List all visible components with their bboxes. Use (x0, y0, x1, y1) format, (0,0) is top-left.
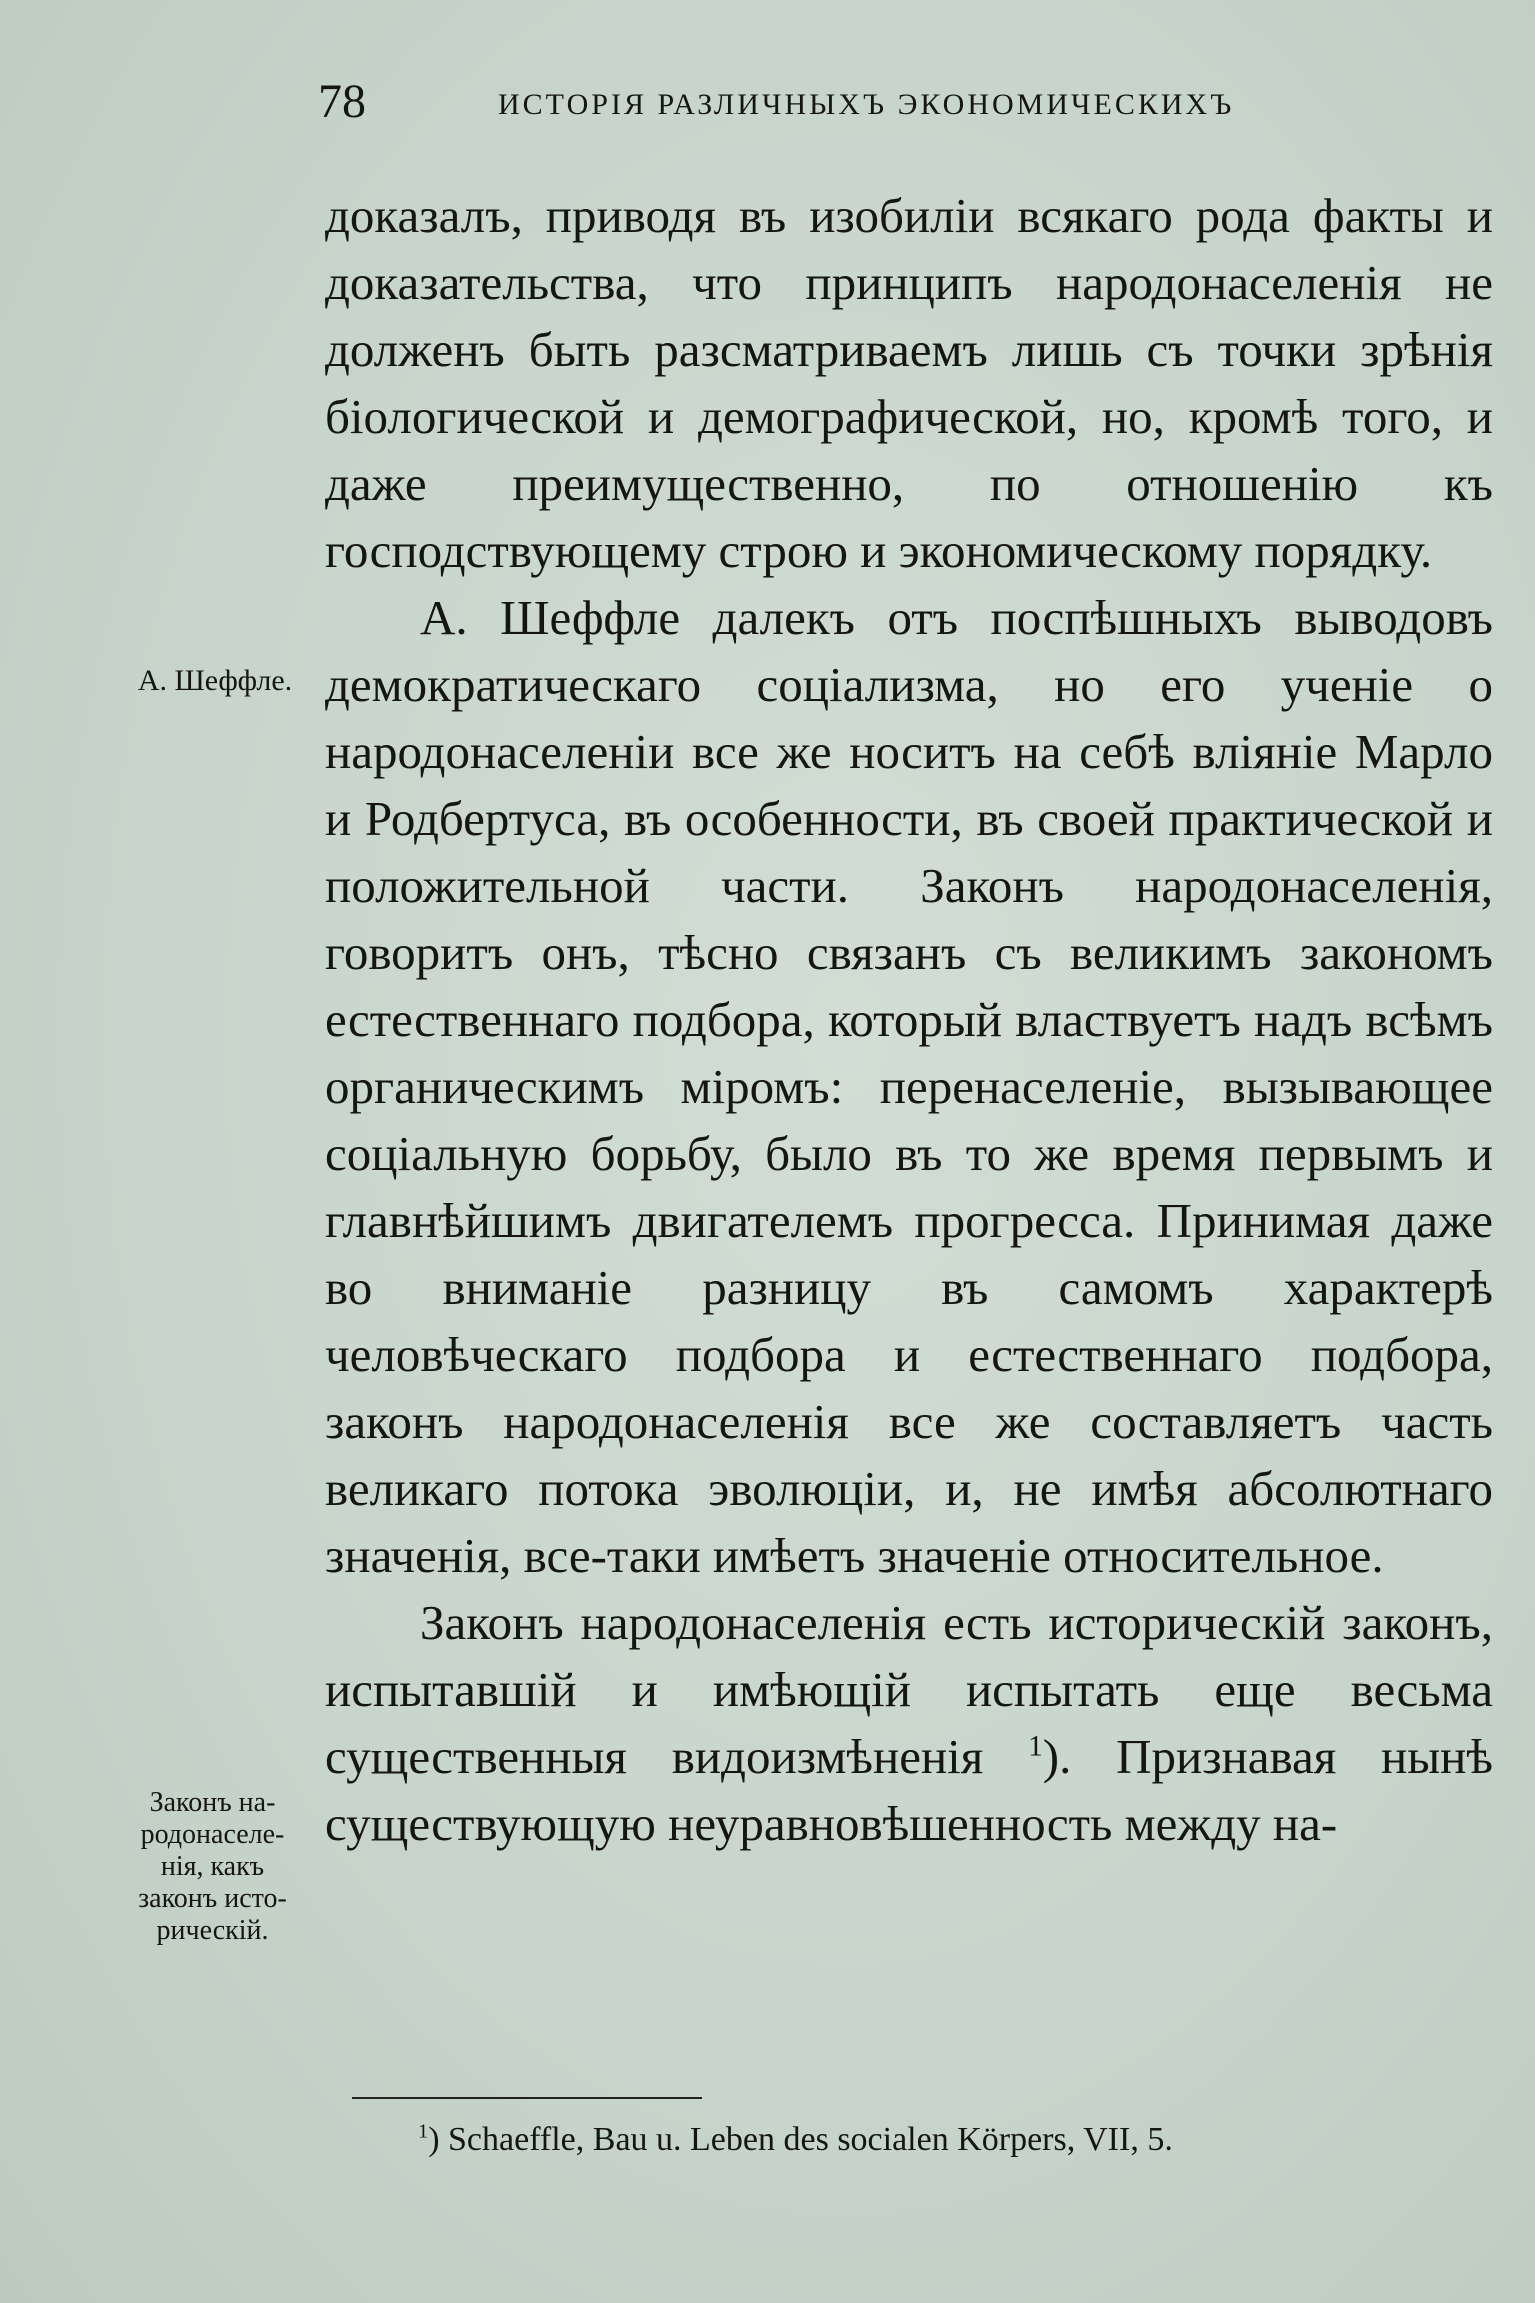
margin-note-schaeffle: А. Шеффле. (137, 664, 293, 697)
paragraph-continuation: доказалъ, приводя въ изобиліи всякаго рода факты и доказательства, что принципъ народонаселенія не долженъ быть разсматриваемъ лишь съ точки зрѣнія біологической и демографической, но, кромѣ того, и даже преимущественно, по отношенію къ господствующему строю и экономическому порядку. (325, 188, 1493, 578)
paragraph-text: ). Признавая нынѣ существующую неуравновѣшенность между на- (325, 1729, 1493, 1851)
margin-note-line: рическій. (156, 1915, 269, 1946)
footnote (418, 2118, 1478, 2162)
footnote-marker: 1 (418, 2120, 429, 2143)
margin-note-line: Законъ на- (149, 1787, 276, 1818)
footnote-reference: 1 (1028, 1730, 1043, 1763)
running-head: ИСТОРІЯ РАЗЛИЧНЫХЪ ЭКОНОМИЧЕСКИХЪ (498, 88, 1235, 121)
paragraph-historical-law (325, 1589, 1493, 1857)
margin-note-line: нія, какъ (160, 1851, 265, 1882)
margin-note-historical-law (90, 1787, 335, 1947)
paragraph-schaeffle: А. Шеффле далекъ отъ поспѣшныхъ выводовъ демократическаго соціализма, но его ученіе о народонаселеніи все же носитъ на себѣ вліяніе Марло и Родбертуса, въ особенности, въ своей практической и положительной части. Законъ народонаселенія, говоритъ онъ, тѣсно связанъ съ великимъ закономъ естественнаго подбора, который властвуетъ надъ всѣмъ органическимъ міромъ: перенаселеніе, вызывающее соціальную борьбу, было въ то же время первымъ и главнѣйшимъ двигателемъ прогресса. Принимая даже во вниманіе разницу въ самомъ характерѣ человѣческаго подбора и естественнаго подбора, законъ народонаселенія все же составляетъ часть великаго потока эволюціи, и, не имѣя абсолютнаго значенія, все-таки имѣетъ значеніе относительное. (325, 590, 1493, 1583)
footnote-divider (352, 2097, 702, 2099)
margin-note-line: родонаселе- (140, 1819, 285, 1850)
paragraph-text: Законъ народонаселенія есть историческій законъ, испытавшій и имѣющій испытать еще весьма существенныя видоизмѣненія (325, 1595, 1493, 1784)
page-number: 78 (318, 75, 366, 128)
margin-note-line: законъ исто- (138, 1883, 287, 1914)
page-header (318, 72, 1498, 132)
footnote-text: ) Schaeffle, Bau u. Leben des socialen Körpers, VII, 5. (428, 2121, 1173, 2158)
main-text (325, 182, 1493, 1857)
